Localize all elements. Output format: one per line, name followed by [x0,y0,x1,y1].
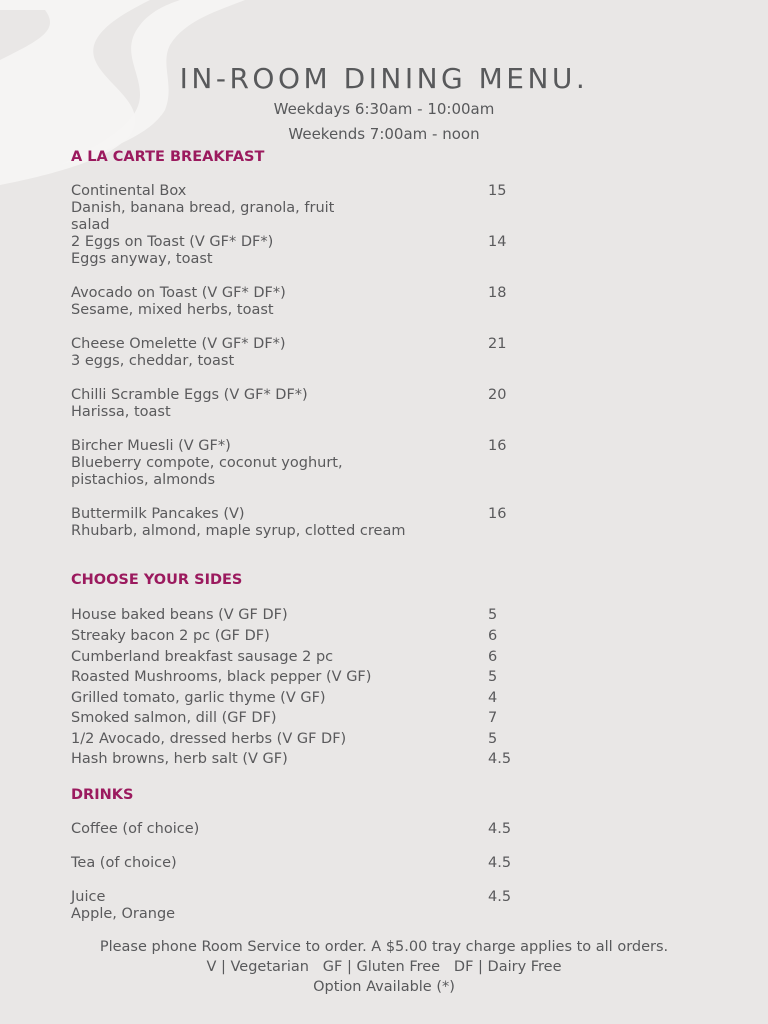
side-item-name: 1/2 Avocado, dressed herbs (V GF DF) [71,731,347,747]
section-drinks-heading: DRINKS [71,787,134,803]
weekday-hours: Weekdays 6:30am - 10:00am [273,100,495,118]
side-item [71,710,521,727]
menu-item-desc: Harissa, toast [71,404,171,420]
drink-item-name: Juice [71,889,106,905]
side-item [71,669,521,686]
drink-item-price: 4.5 [488,889,512,905]
menu-item-price: 14 [488,234,507,250]
menu-item-desc: Eggs anyway, toast [71,251,213,267]
drink-item [71,855,521,872]
menu-item-name: Continental Box [71,183,187,199]
side-item-price: 5 [488,607,498,623]
side-item [71,607,521,624]
order-note: Please phone Room Service to order. A $5.00 tray charge applies to all orders. [99,939,669,955]
menu-item-desc: Blueberry compote, coconut yoghurt, pistachios, almonds [71,455,343,488]
weekend-hours: Weekends 7:00am - noon [288,125,480,143]
section-sides-heading: CHOOSE YOUR SIDES [71,572,243,588]
side-item-name: Hash browns, herb salt (V GF) [71,751,288,767]
side-item-price: 4.5 [488,751,512,767]
menu-item [71,438,521,489]
menu-item-desc: Sesame, mixed herbs, toast [71,302,274,318]
option-note: Option Available (*) [313,979,455,995]
menu-item [71,387,521,421]
side-item-price: 7 [488,710,498,726]
menu-item-name: Chilli Scramble Eggs (V GF* DF*) [71,387,308,403]
menu-item-name: Buttermilk Pancakes (V) [71,506,245,522]
side-item-name: Roasted Mushrooms, black pepper (V GF) [71,669,372,685]
side-item [71,649,521,666]
menu-item-name: Cheese Omelette (V GF* DF*) [71,336,286,352]
menu-item-desc: 3 eggs, cheddar, toast [71,353,235,369]
side-item-name: Cumberland breakfast sausage 2 pc [71,649,334,665]
drink-item-desc: Apple, Orange [71,906,176,922]
menu-item [71,506,521,540]
side-item-name: House baked beans (V GF DF) [71,607,288,623]
side-item-name: Streaky bacon 2 pc (GF DF) [71,628,270,644]
drink-item-price: 4.5 [488,855,512,871]
drink-item [71,889,521,923]
menu-item-desc: Danish, banana bread, granola, fruit salad [71,200,335,233]
drink-item-name: Coffee (of choice) [71,821,200,837]
footer-notes [0,937,768,997]
side-item-price: 4 [488,690,498,706]
menu-item-price: 20 [488,387,507,403]
dietary-legend: V | Vegetarian GF | Gluten Free DF | Dairy Free [206,959,562,975]
menu-item-price: 15 [488,183,507,199]
menu-item-price: 18 [488,285,507,301]
side-item-price: 6 [488,628,498,644]
menu-item [71,336,521,370]
menu-item-price: 16 [488,506,507,522]
side-item [71,628,521,645]
menu-item-price: 16 [488,438,507,454]
side-item [71,731,521,748]
menu-item-desc: Rhubarb, almond, maple syrup, clotted cream [71,523,406,539]
side-item [71,690,521,707]
menu-item-price: 21 [488,336,507,352]
drink-item-name: Tea (of choice) [71,855,177,871]
menu-item-name: 2 Eggs on Toast (V GF* DF*) [71,234,274,250]
side-item-price: 5 [488,731,498,747]
page-title: IN-ROOM DINING MENU. [179,62,589,95]
drink-item-price: 4.5 [488,821,512,837]
menu-item [71,285,521,319]
section-breakfast-heading: A LA CARTE BREAKFAST [71,149,265,165]
side-item-name: Grilled tomato, garlic thyme (V GF) [71,690,326,706]
drink-item [71,821,521,838]
side-item [71,751,521,768]
menu-item [71,234,521,268]
menu-item-name: Avocado on Toast (V GF* DF*) [71,285,286,301]
side-item-name: Smoked salmon, dill (GF DF) [71,710,277,726]
menu-item [71,183,521,234]
side-item-price: 5 [488,669,498,685]
side-item-price: 6 [488,649,498,665]
menu-item-name: Bircher Muesli (V GF*) [71,438,231,454]
